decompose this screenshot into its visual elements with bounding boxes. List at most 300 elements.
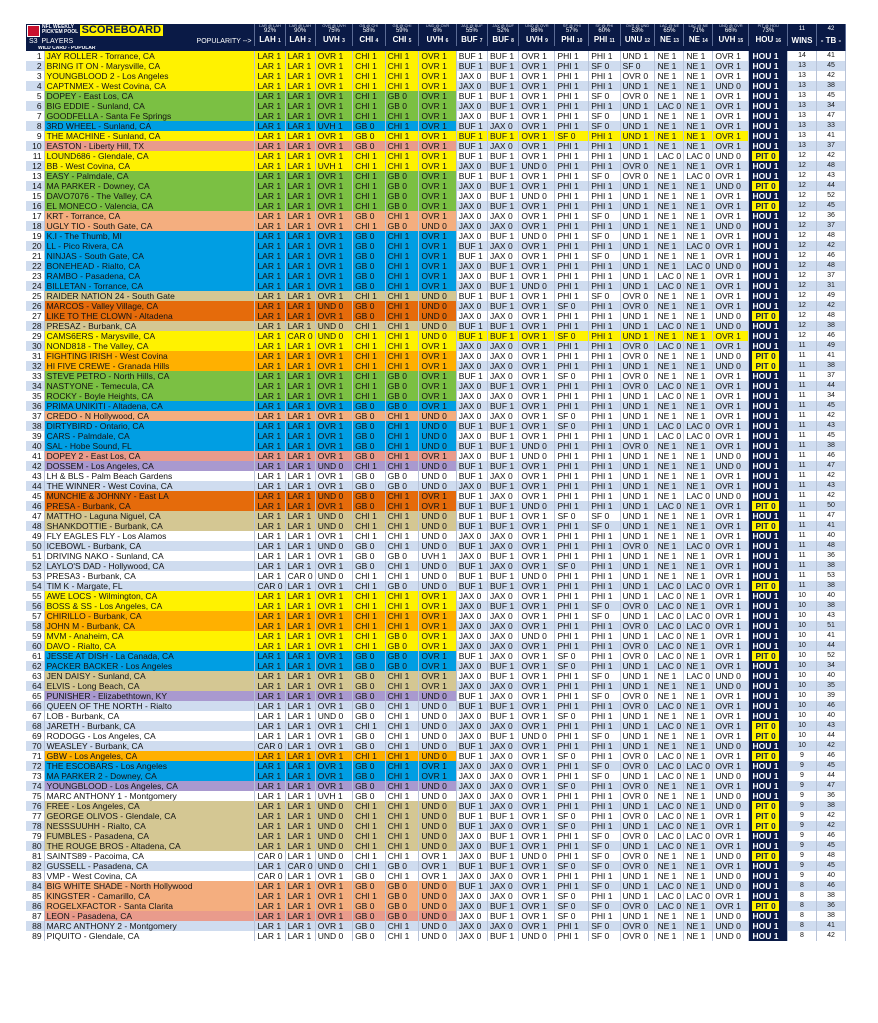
pick-cell xyxy=(285,271,315,281)
pick-text: LAR 1 xyxy=(287,371,312,381)
game-1-header xyxy=(255,24,285,35)
pick-cell xyxy=(385,101,419,111)
pick-text: OVR 1 xyxy=(715,111,741,121)
pick-text: LAR 1 xyxy=(257,281,282,291)
pick-cell xyxy=(519,421,555,431)
pick-text: OVR 1 xyxy=(317,151,344,161)
rank-cell: 27 xyxy=(26,311,44,321)
pick-cell xyxy=(589,881,620,891)
table-row xyxy=(26,741,846,751)
pick-cell xyxy=(255,651,285,661)
pick-cell xyxy=(353,281,386,291)
pick-text: NE 1 xyxy=(657,551,677,561)
pick-cell xyxy=(315,131,352,141)
pick-cell xyxy=(620,551,655,561)
pick-cell xyxy=(385,801,419,811)
pick-cell xyxy=(620,441,655,451)
pick-text: UND 1 xyxy=(622,531,649,541)
pick-cell xyxy=(519,71,555,81)
pick-cell xyxy=(555,551,589,561)
table-row xyxy=(26,691,846,701)
pick-cell xyxy=(488,361,519,371)
pick-text: NE 1 xyxy=(686,91,706,101)
pick-text: LAR 1 xyxy=(287,251,312,261)
wins-cell: 9 xyxy=(788,761,817,771)
pick-cell xyxy=(488,201,519,211)
pick-cell xyxy=(589,901,620,911)
pick-text: PHI 1 xyxy=(557,401,579,411)
pick-cell xyxy=(315,221,352,231)
game-7-code xyxy=(456,35,487,46)
pick-text: PIT 0 xyxy=(752,851,778,861)
pick-cell xyxy=(519,801,555,811)
pick-text: OVR 1 xyxy=(521,581,547,591)
pick-text: UND 1 xyxy=(622,671,649,681)
pick-cell xyxy=(255,601,285,611)
pick-text: NE 1 xyxy=(686,561,706,571)
pick-cell xyxy=(255,761,285,771)
rank-cell: 44 xyxy=(26,481,44,491)
pick-text: NE 1 xyxy=(686,221,706,231)
pick-text: OVR 1 xyxy=(715,271,741,281)
player-name-cell: THE ESCOBARS - Los Angeles xyxy=(44,761,255,771)
pick-cell xyxy=(684,931,713,941)
pick-cell xyxy=(620,191,655,201)
pick-text: LAC 0 xyxy=(657,881,682,891)
pick-cell xyxy=(285,141,315,151)
pick-cell xyxy=(488,391,519,401)
pick-cell xyxy=(655,391,684,401)
pick-text: NE 1 xyxy=(657,711,677,721)
pick-cell xyxy=(315,831,352,841)
pick-cell xyxy=(589,561,620,571)
wins-cell: 13 xyxy=(788,61,817,71)
pick-cell xyxy=(620,331,655,341)
pick-cell xyxy=(419,291,456,301)
pick-text: SF 0 xyxy=(591,231,610,241)
pick-text: GB 0 xyxy=(355,651,375,661)
pick-cell xyxy=(353,781,386,791)
pick-cell xyxy=(419,241,456,251)
rank-cell: 55 xyxy=(26,591,44,601)
game-6-number: 6 xyxy=(445,38,449,44)
pick-cell xyxy=(655,81,684,91)
pick-text: CHI 1 xyxy=(387,871,410,881)
pick-text: UND 1 xyxy=(622,421,649,431)
pick-text: BUF 1 xyxy=(490,451,515,461)
pick-text: SF 0 xyxy=(557,751,576,761)
pick-cell xyxy=(713,591,749,601)
pick-cell xyxy=(589,141,620,151)
tiebreaker-cell: 40 xyxy=(816,531,845,541)
table-row xyxy=(26,141,846,151)
rank-cell: 10 xyxy=(26,141,44,151)
pick-text: OVR 1 xyxy=(715,541,741,551)
rank-cell: 80 xyxy=(26,841,44,851)
pick-cell xyxy=(353,221,386,231)
pick-cell xyxy=(655,561,684,571)
wins-cell: 10 xyxy=(788,721,817,731)
pick-text: UND 0 xyxy=(317,821,344,831)
pick-cell xyxy=(456,381,487,391)
pick-text: OVR 1 xyxy=(521,541,547,551)
pick-text: NE 1 xyxy=(657,521,677,531)
pick-cell xyxy=(353,761,386,771)
pick-cell xyxy=(684,51,713,61)
pick-text: NE 1 xyxy=(657,691,677,701)
player-name-cell: BONEHEAD - Rialto, CA xyxy=(44,261,255,271)
pick-text: OVR 1 xyxy=(715,721,741,731)
pick-cell xyxy=(353,351,386,361)
pick-text: UND 1 xyxy=(622,251,649,261)
pick-cell xyxy=(456,511,487,521)
pick-cell xyxy=(255,491,285,501)
tiebreaker-cell: 48 xyxy=(816,311,845,321)
pick-text: BUF 1 xyxy=(458,511,483,521)
table-row xyxy=(26,831,846,841)
game-5-popularity: 59% xyxy=(395,28,408,34)
pick-cell xyxy=(255,351,285,361)
pick-text: SF 0 xyxy=(591,611,610,621)
pick-cell xyxy=(285,751,315,761)
table-row xyxy=(26,821,846,831)
final-pick-cell xyxy=(749,81,788,91)
pick-cell xyxy=(456,111,487,121)
pick-text: CHI 1 xyxy=(355,721,377,731)
tiebreaker-cell: 42 xyxy=(816,471,845,481)
pick-cell xyxy=(555,151,589,161)
pick-cell xyxy=(255,201,285,211)
pick-text: GB 0 xyxy=(355,131,375,141)
game-14-header xyxy=(684,24,713,35)
pick-text: LAR 1 xyxy=(287,301,312,311)
pick-text: JAX 0 xyxy=(458,281,482,291)
pick-text: CHI 1 xyxy=(387,271,410,281)
pick-text: LAC 0 xyxy=(657,751,682,761)
pick-text: PHI 1 xyxy=(557,461,579,471)
pick-cell xyxy=(419,461,456,471)
pick-cell xyxy=(684,671,713,681)
pick-text: LAR 1 xyxy=(257,541,282,551)
pick-cell xyxy=(419,471,456,481)
pick-cell xyxy=(353,501,386,511)
pick-cell xyxy=(555,631,589,641)
rank-cell: 26 xyxy=(26,301,44,311)
pick-text: PHI 1 xyxy=(557,721,579,731)
pick-cell xyxy=(620,901,655,911)
pick-cell xyxy=(519,901,555,911)
tiebreaker-cell: 50 xyxy=(816,501,845,511)
pick-text: PHI 1 xyxy=(591,631,613,641)
pick-text: PHI 1 xyxy=(591,651,613,661)
final-pick-cell xyxy=(749,421,788,431)
pick-cell xyxy=(713,571,749,581)
pick-text: OVR 1 xyxy=(317,251,344,261)
player-name-cell: MVM - Anaheim, CA xyxy=(44,631,255,641)
pick-text: SF 0 xyxy=(591,881,610,891)
wins-cell: 9 xyxy=(788,751,817,761)
rank-cell: 3 xyxy=(26,71,44,81)
pick-text: JAX 0 xyxy=(490,251,513,261)
pick-text: CHI 1 xyxy=(387,501,410,511)
pick-cell xyxy=(620,81,655,91)
pick-text: PHI 1 xyxy=(557,701,579,711)
tiebreaker-cell: 48 xyxy=(816,161,845,171)
tiebreaker-cell: 46 xyxy=(816,451,845,461)
pick-cell xyxy=(519,811,555,821)
pick-cell xyxy=(713,921,749,931)
pick-text: HOU 1 xyxy=(752,461,779,471)
pick-cell xyxy=(713,881,749,891)
pick-text: UND 0 xyxy=(521,451,547,461)
pick-cell xyxy=(684,611,713,621)
pick-text: BUF 1 xyxy=(490,571,515,581)
wins-cell: 14 xyxy=(788,51,817,61)
table-row xyxy=(26,261,846,271)
pick-text: UND 0 xyxy=(715,791,741,801)
pick-cell xyxy=(353,211,386,221)
table-row xyxy=(26,81,846,91)
pick-text: LAC 0 xyxy=(657,341,682,351)
pick-text: CHI 1 xyxy=(387,491,410,501)
pick-text: CHI 1 xyxy=(387,681,410,691)
players-subheader xyxy=(26,37,254,46)
pick-cell xyxy=(655,501,684,511)
pick-text: PHI 1 xyxy=(591,701,613,711)
pick-cell xyxy=(684,711,713,721)
pick-text: JAX 0 xyxy=(458,451,482,461)
pick-cell xyxy=(285,421,315,431)
pick-text: UND 1 xyxy=(622,521,649,531)
pick-cell xyxy=(655,811,684,821)
wins-cell: 9 xyxy=(788,841,817,851)
final-pick-cell xyxy=(749,451,788,461)
pick-text: UND 0 xyxy=(421,881,447,891)
pick-text: CAR 0 xyxy=(257,581,283,591)
tiebreaker-cell: 42 xyxy=(816,411,845,421)
pick-text: OVR 1 xyxy=(521,311,547,321)
pick-cell xyxy=(255,211,285,221)
pick-text: OVR 1 xyxy=(521,591,547,601)
game-5-teams: GB @ CHI xyxy=(392,24,412,28)
pick-cell xyxy=(419,361,456,371)
pick-cell xyxy=(419,731,456,741)
pick-text: UND 0 xyxy=(421,701,447,711)
pick-text: SF 0 xyxy=(557,131,576,141)
pick-text: JAX 0 xyxy=(490,311,513,321)
pick-cell xyxy=(519,461,555,471)
pick-cell xyxy=(419,871,456,881)
pick-cell xyxy=(555,531,589,541)
tiebreaker-cell: 36 xyxy=(816,901,845,911)
player-name-cell: MARCOS - Valley Village, CA xyxy=(44,301,255,311)
game-11-code-text: PHI xyxy=(593,35,608,44)
pick-text: LAR 1 xyxy=(287,141,312,151)
pick-text: CAR 0 xyxy=(257,741,283,751)
pick-text: SF 0 xyxy=(557,901,576,911)
pick-text: PHI 1 xyxy=(557,441,579,451)
pick-cell xyxy=(285,291,315,301)
pick-text: OVR 1 xyxy=(421,601,447,611)
pick-text: OVR 1 xyxy=(521,341,547,351)
pick-cell xyxy=(519,541,555,551)
pick-cell xyxy=(456,681,487,691)
pick-text: BUF 1 xyxy=(458,491,483,501)
pick-cell xyxy=(285,181,315,191)
pick-cell xyxy=(456,841,487,851)
final-pick-cell xyxy=(749,541,788,551)
pick-cell xyxy=(519,771,555,781)
pick-cell xyxy=(315,571,352,581)
pick-cell xyxy=(488,681,519,691)
pick-text: NE 1 xyxy=(686,201,706,211)
tiebreaker-cell: 39 xyxy=(816,691,845,701)
pick-cell xyxy=(589,341,620,351)
pick-text: OVR 1 xyxy=(317,761,344,771)
pick-text: OVR 1 xyxy=(317,561,344,571)
pick-cell xyxy=(385,241,419,251)
pick-text: BUF 1 xyxy=(490,661,515,671)
game-13-popularity: 65% xyxy=(663,28,676,34)
pick-cell xyxy=(285,541,315,551)
game-6-code-text: UVH xyxy=(426,35,444,44)
pick-cell xyxy=(589,611,620,621)
pick-text: LAR 1 xyxy=(257,261,282,271)
pick-text: OVR 0 xyxy=(622,161,649,171)
final-pick-cell xyxy=(749,91,788,101)
pick-text: OVR 1 xyxy=(421,341,447,351)
table-row xyxy=(26,191,846,201)
pick-text: PHI 1 xyxy=(557,831,579,841)
pick-cell xyxy=(385,811,419,821)
pick-text: NE 1 xyxy=(686,521,706,531)
pick-cell xyxy=(255,121,285,131)
pick-cell xyxy=(589,331,620,341)
pick-text: NE 1 xyxy=(686,101,706,111)
wins-cell: 11 xyxy=(788,561,817,571)
pick-text: PHI 1 xyxy=(557,231,579,241)
pick-text: SF 0 xyxy=(557,861,576,871)
pick-cell xyxy=(488,721,519,731)
pick-text: LAR 1 xyxy=(257,761,282,771)
pick-text: HOU 1 xyxy=(752,781,779,791)
final-pick-cell xyxy=(749,561,788,571)
pick-text: OVR 1 xyxy=(521,431,547,441)
rank-cell: 12 xyxy=(26,161,44,171)
wins-cell: 9 xyxy=(788,831,817,841)
pick-cell xyxy=(456,251,487,261)
game-9-code-text: UVH xyxy=(525,35,543,44)
pick-text: OVR 1 xyxy=(715,531,741,541)
pick-cell xyxy=(684,531,713,541)
pick-cell xyxy=(519,621,555,631)
pick-cell xyxy=(285,511,315,521)
pick-text: UND 0 xyxy=(521,191,547,201)
table-row xyxy=(26,251,846,261)
pick-text: BUF 1 xyxy=(458,741,483,751)
pick-text: JAX 0 xyxy=(490,241,513,251)
pick-text: HOU 1 xyxy=(752,661,779,671)
pick-cell xyxy=(385,351,419,361)
pick-text: LAR 1 xyxy=(257,251,282,261)
pick-text: OVR 1 xyxy=(715,621,741,631)
table-row xyxy=(26,71,846,81)
pick-text: BUF 1 xyxy=(458,751,483,761)
pick-cell xyxy=(456,481,487,491)
pick-text: HOU 1 xyxy=(752,931,779,941)
pick-cell xyxy=(255,851,285,861)
pick-text: GB 0 xyxy=(355,411,375,421)
pick-cell xyxy=(519,61,555,71)
pick-cell xyxy=(456,281,487,291)
pick-text: NE 1 xyxy=(657,121,677,131)
pick-cell xyxy=(419,601,456,611)
pick-cell xyxy=(488,931,519,941)
pick-text: NE 1 xyxy=(686,231,706,241)
pick-cell xyxy=(255,271,285,281)
pick-cell xyxy=(285,481,315,491)
pick-cell xyxy=(655,321,684,331)
pick-cell xyxy=(519,121,555,131)
pick-text: PHI 1 xyxy=(591,461,613,471)
pick-cell xyxy=(385,371,419,381)
wins-cell: 12 xyxy=(788,281,817,291)
pick-text: NE 1 xyxy=(657,161,677,171)
rank-cell: 33 xyxy=(26,371,44,381)
pick-text: GB 0 xyxy=(355,211,375,221)
tiebreaker-cell: 42 xyxy=(816,241,845,251)
pick-cell xyxy=(419,551,456,561)
pick-cell xyxy=(655,741,684,751)
pick-text: UND 0 xyxy=(317,801,344,811)
pick-text: UND 0 xyxy=(521,931,547,941)
pick-cell xyxy=(285,451,315,461)
pick-text: PHI 1 xyxy=(591,281,613,291)
pick-cell xyxy=(255,721,285,731)
tiebreaker-cell: 41 xyxy=(816,351,845,361)
pick-text: OVR 1 xyxy=(715,71,741,81)
pick-text: LAR 1 xyxy=(257,361,282,371)
pick-cell xyxy=(655,771,684,781)
pick-text: UND 0 xyxy=(421,811,447,821)
pick-text: OVR 1 xyxy=(521,111,547,121)
pick-cell xyxy=(315,261,352,271)
pick-text: UND 0 xyxy=(421,841,447,851)
player-name-cell: JAY ROLLER - Torrance, CA xyxy=(44,51,255,61)
player-name-cell: EL MONECO - Valencia, CA xyxy=(44,201,255,211)
pick-text: NE 1 xyxy=(657,201,677,211)
pick-cell xyxy=(555,111,589,121)
pick-cell xyxy=(285,711,315,721)
pick-text: OVR 1 xyxy=(317,881,344,891)
pick-text: LAR 1 xyxy=(257,221,282,231)
pick-text: JAX 0 xyxy=(458,631,482,641)
pick-cell xyxy=(456,141,487,151)
wins-cell: 12 xyxy=(788,291,817,301)
pick-text: JAX 0 xyxy=(458,901,482,911)
pick-cell xyxy=(684,591,713,601)
pick-text: JAX 0 xyxy=(458,551,482,561)
pick-cell xyxy=(713,51,749,61)
rank-cell: 63 xyxy=(26,671,44,681)
pick-cell xyxy=(488,571,519,581)
pick-cell xyxy=(655,721,684,731)
pick-text: OVR 1 xyxy=(317,731,344,741)
pick-cell xyxy=(285,561,315,571)
pick-text: OVR 1 xyxy=(421,261,447,271)
pick-cell xyxy=(488,741,519,751)
pick-text: JAX 0 xyxy=(490,801,513,811)
